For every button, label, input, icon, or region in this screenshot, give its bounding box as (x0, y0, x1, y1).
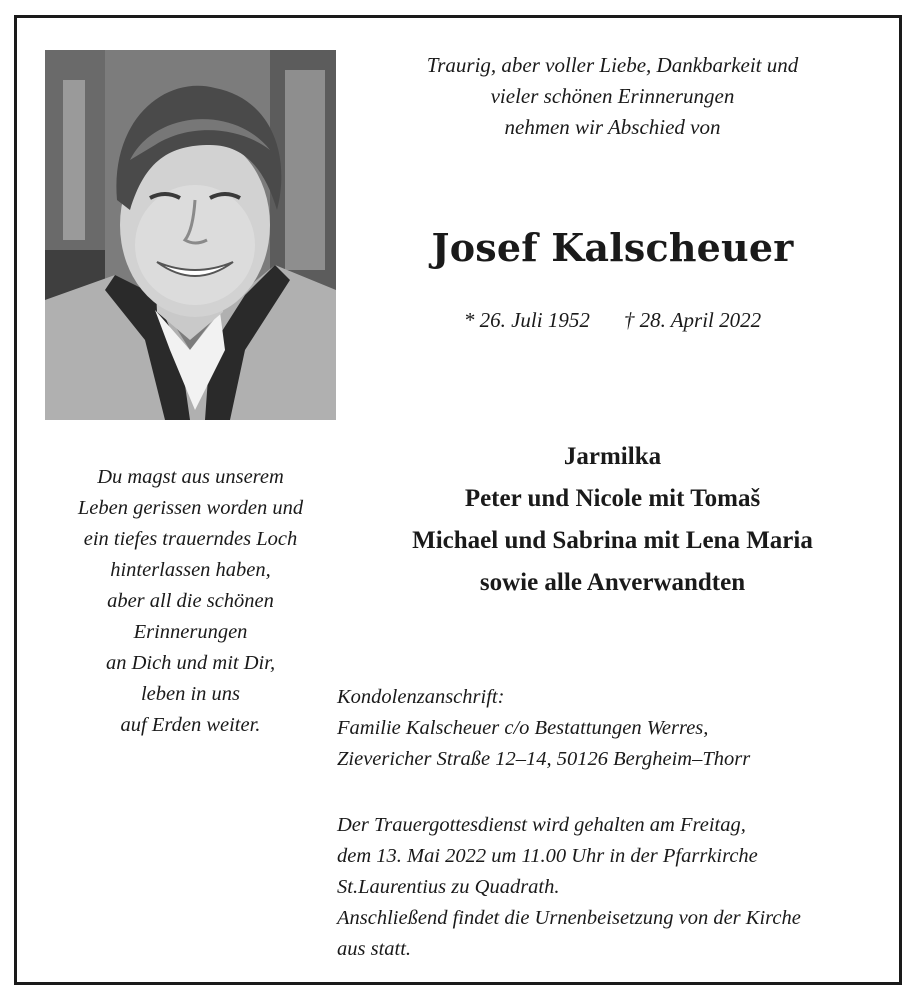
life-dates (385, 304, 840, 336)
intro-line: vieler schönen Erinnerungen (490, 84, 735, 108)
family-line: Peter und Nicole mit Tomaš (464, 485, 761, 512)
deceased-name: Josef Kalscheuer (431, 225, 794, 270)
poem-line: ein tiefes trauerndes Loch (83, 528, 298, 550)
condolence-address (337, 682, 897, 775)
poem-line: auf Erden weiter. (120, 714, 261, 736)
service-line: Anschließend findet die Urnenbeisetzung von der Kirche (337, 907, 801, 929)
address-line: Zievericher Straße 12–14, 50126 Bergheim–Thorr (337, 748, 751, 770)
service-line: aus statt. (337, 938, 412, 960)
service-line: dem 13. Mai 2022 um 11.00 Uhr in der Pfarrkirche (337, 845, 758, 867)
family-line: Jarmilka (563, 443, 662, 470)
memorial-poem (45, 462, 336, 741)
poem-line: hinterlassen haben, (110, 559, 271, 581)
portrait-photo (45, 50, 336, 420)
intro-line: Traurig, aber voller Liebe, Dankbarkeit und (426, 53, 799, 77)
death-date: † 28. April 2022 (623, 308, 762, 332)
family-names (340, 436, 885, 604)
address-line: Familie Kalscheuer c/o Bestattungen Werres, (337, 717, 709, 739)
poem-line: Erinnerungen (133, 621, 248, 643)
intro-line: nehmen wir Abschied von (504, 115, 721, 139)
intro-text (385, 50, 840, 143)
poem-line: Leben gerissen worden und (77, 497, 304, 519)
funeral-service-info (337, 810, 897, 965)
service-line: St.Laurentius zu Quadrath. (337, 876, 560, 898)
poem-line: Du magst aus unserem (97, 466, 284, 488)
service-line: Der Trauergottesdienst wird gehalten am Freitag, (337, 814, 746, 836)
poem-line: leben in uns (140, 683, 241, 705)
poem-line: aber all die schönen (107, 590, 274, 612)
family-line: Michael und Sabrina mit Lena Maria (412, 527, 813, 554)
family-line: sowie alle Anverwandten (479, 569, 746, 596)
poem-line: an Dich und mit Dir, (105, 652, 276, 674)
address-line: Kondolenzanschrift: (337, 686, 505, 708)
birth-date: * 26. Juli 1952 (463, 308, 590, 332)
